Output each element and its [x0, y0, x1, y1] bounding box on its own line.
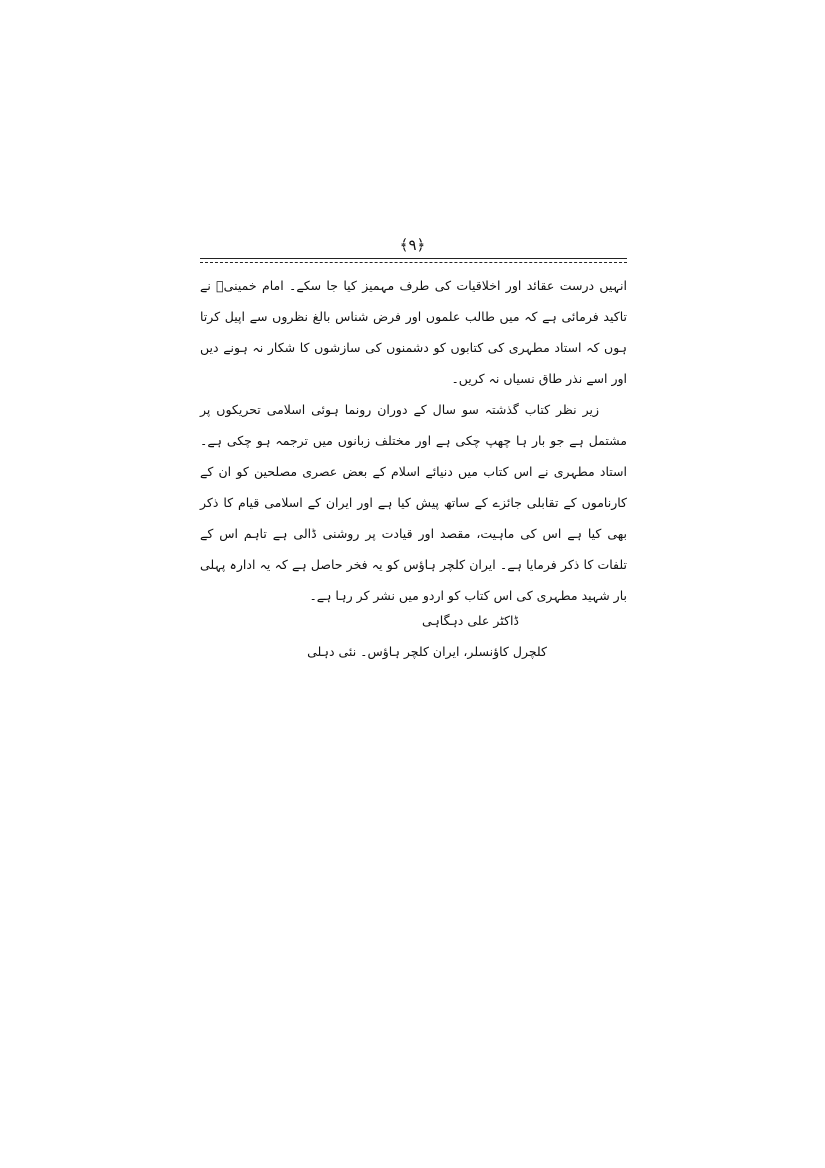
page-number: ﴿۹﴾	[399, 236, 426, 254]
signature-block	[200, 605, 627, 667]
body-text	[200, 270, 627, 611]
signatory-title: کلچرل کاؤنسلر، ایران کلچر ہاؤس۔ نئی دہلی	[307, 644, 547, 659]
paragraph: زیر نظر کتاب گذشتہ سو سال کے دوران رونما ہوئی اسلامی تحریکوں پر مشتمل ہے جو بار ہا چھپ چکی ہے اور مختلف زبانوں میں ترجمہ ہو چکی ہے۔ استاد مطہری نے اس کتاب میں دنیائے اسلام کے بعض عصری مصلحین کو ان کے کارناموں کے تقابلی جائزے کے ساتھ پیش کیا ہے اور ایران کے اسلامی قیام کا ذکر بھی کیا ہے اس کی ماہیت، مقصد اور قیادت پر روشنی ڈالی ہے تاہم اس کے تلفات کا ذکر فرمایا ہے۔ ایران کلچر ہاؤس کو یہ فخر حاصل ہے کہ یہ ادارہ پہلی بار شہید مطہری کی اس کتاب کو اردو میں نشر کر رہا ہے۔	[200, 402, 627, 603]
signatory-name: ڈاکٹر علی دہگاہی	[422, 613, 519, 628]
paragraph: انہیں درست عقائد اور اخلاقیات کی طرف مہمیز کیا جا سکے۔ امام خمینیؒ نے تاکید فرمائی ہے کہ میں طالب علموں اور فرض شناس بالغ نظروں سے اپیل کرتا ہوں کہ استاد مطہری کی کتابوں کو دشمنوں کی سازشوں کا شکار نہ ہونے دیں اور اسے نذر طاق نسیاں نہ کریں۔	[200, 278, 627, 386]
header-rule	[200, 258, 627, 263]
